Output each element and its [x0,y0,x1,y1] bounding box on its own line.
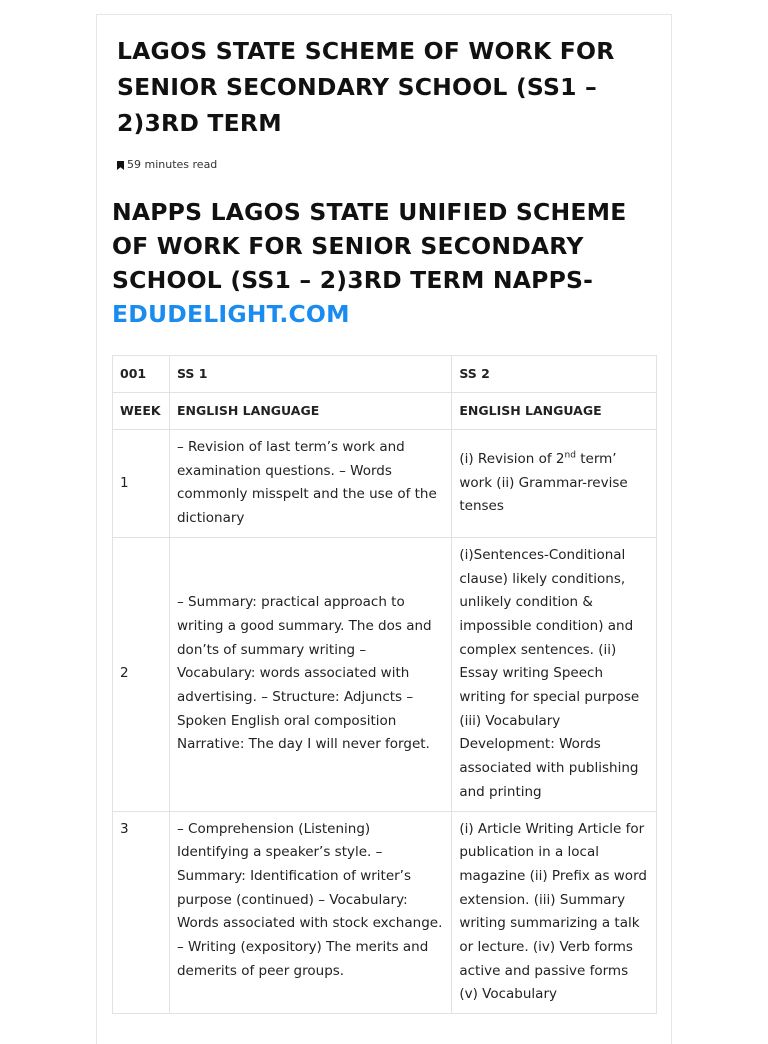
table-header-cell: SS 1 [169,356,451,393]
ss2-cell [452,430,657,538]
table-header-cell: WEEK [113,393,170,430]
table-header-cell: ENGLISH LANGUAGE [169,393,451,430]
week-cell: 1 [113,430,170,538]
ss1-cell: – Revision of last term’s work and examination questions. – Words commonly misspelt and the use of the dictionary [169,430,451,538]
read-time-meta [117,157,217,173]
ss2-cell: (i)Sentences-Conditional clause) likely conditions, unlikely condition & impossible condition) and complex sentences. (ii) Essay writing Speech writing for special purpose (iii) Vocabulary Development: Words associated with publishing and printing [452,537,657,811]
table-header-cell: 001 [113,356,170,393]
ss2-text: (i) Revision of 2 [459,450,565,467]
edudelight-link[interactable]: EDUDELIGHT.COM [112,300,350,328]
read-time: 59 minutes read [127,158,218,171]
table-header-row [113,356,657,393]
table-header-cell: SS 2 [452,356,657,393]
article-card [96,14,672,1044]
article-title: LAGOS STATE SCHEME OF WORK FOR SENIOR SECONDARY SCHOOL (SS1 – 2)3RD TERM [117,37,615,137]
table-subheader-row [113,393,657,430]
week-cell: 2 [113,537,170,811]
bookmark-icon [117,161,124,170]
ss1-cell: – Summary: practical approach to writing a good summary. The dos and don’ts of summary writing – Vocabulary: words associated with advertising. – Structure: Adjuncts – Spoken English oral composition Narrative: The day I will never forget. [169,537,451,811]
table-row [113,811,657,1014]
table-header-cell: ENGLISH LANGUAGE [452,393,657,430]
heading-text: NAPPS LAGOS STATE UNIFIED SCHEME OF WORK FOR SENIOR SECONDARY SCHOOL (SS1 – 2)3RD TERM NAPPS- [112,198,627,294]
table-row [113,430,657,538]
ss2-cell: (i) Article Writing Article for publication in a local magazine (ii) Prefix as word extension. (iii) Summary writing summarizing a talk or lecture. (iv) Verb forms active and passive forms (v) Vocabulary [452,811,657,1014]
ss1-cell: – Comprehension (Listening) Identifying a speaker’s style. – Summary: Identification of writer’s purpose (continued) – Vocabulary: Words associated with stock exchange. – Writing (expository) The merits and demerits of peer groups. [169,811,451,1014]
week-cell: 3 [113,811,170,1014]
scheme-of-work-table [112,355,657,1014]
ss2-text: term’ work (ii) Grammar-revise tenses [459,450,628,515]
table-row [113,537,657,811]
article-heading [112,195,652,331]
ss2-superscript: nd [564,450,576,461]
